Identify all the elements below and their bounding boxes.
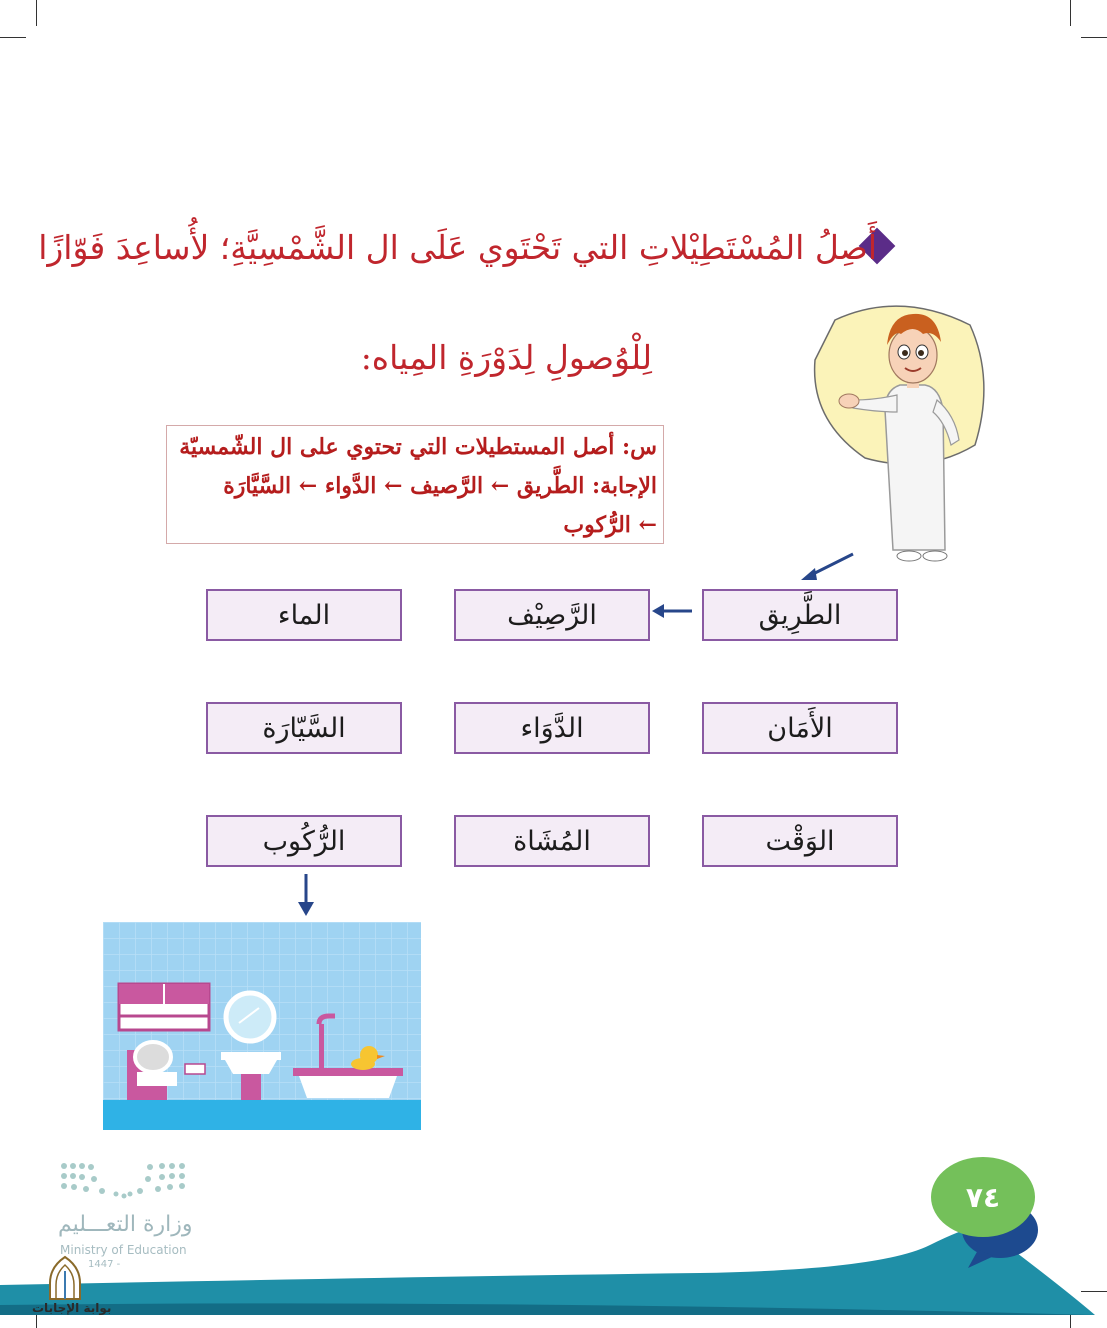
crop-mark [0,37,26,38]
arrow-icon [795,550,860,585]
word-box-time[interactable]: الوَقْت [702,815,898,867]
answer-question: س: أصل المستطيلات التي تحتوي على ال الشّمسيّة [179,434,657,460]
page-number: ٧٤ [931,1157,1035,1237]
instruction-line-1: أَصِلُ المُسْتَطِيْلاتِ التي تَحْتَوي عَلَى ال الشَّمْسِيَّةِ؛ لأُساعِدَ فَوّازًا [38,228,877,267]
mosque-logo-icon [44,1255,86,1301]
word-box-medicine[interactable]: الدَّوَاء [454,702,650,754]
arrow-left-icon [650,600,695,622]
crop-mark [36,0,37,26]
ministry-name-english: Ministry of Education [60,1243,187,1257]
answer-text: الإجابة: الطَّريق ← الرَّصيف ← الدَّواء ← السَّيَّارَة [223,473,657,499]
answer-box [166,425,664,544]
crop-mark [1081,37,1107,38]
answer-text-continued: ← الرُّكوب [563,512,657,538]
ministry-name-arabic: وزارة التعـــليم [58,1212,193,1237]
word-box-riding[interactable]: الرُّكُوب [206,815,402,867]
word-box-road[interactable]: الطَّرِيق [702,589,898,641]
word-box-water[interactable]: الماء [206,589,402,641]
word-box-pedestrians[interactable]: المُشَاة [454,815,650,867]
crop-mark [1070,0,1071,26]
word-box-safety[interactable]: الأَمَان [702,702,898,754]
boy-character-illustration [805,300,990,575]
bathroom-illustration [103,922,421,1130]
word-box-sidewalk[interactable]: الرَّصِيْف [454,589,650,641]
word-box-car[interactable]: السَّيّارَة [206,702,402,754]
ministry-year: 1447 - [88,1259,121,1270]
instruction-line-2: لِلْوُصولِ لِدَوْرَةِ المِياه: [360,338,652,377]
ministry-logo-icon [58,1160,188,1202]
watermark-text: بوابة الإجابات [32,1301,112,1315]
arrow-down-icon [294,872,318,918]
